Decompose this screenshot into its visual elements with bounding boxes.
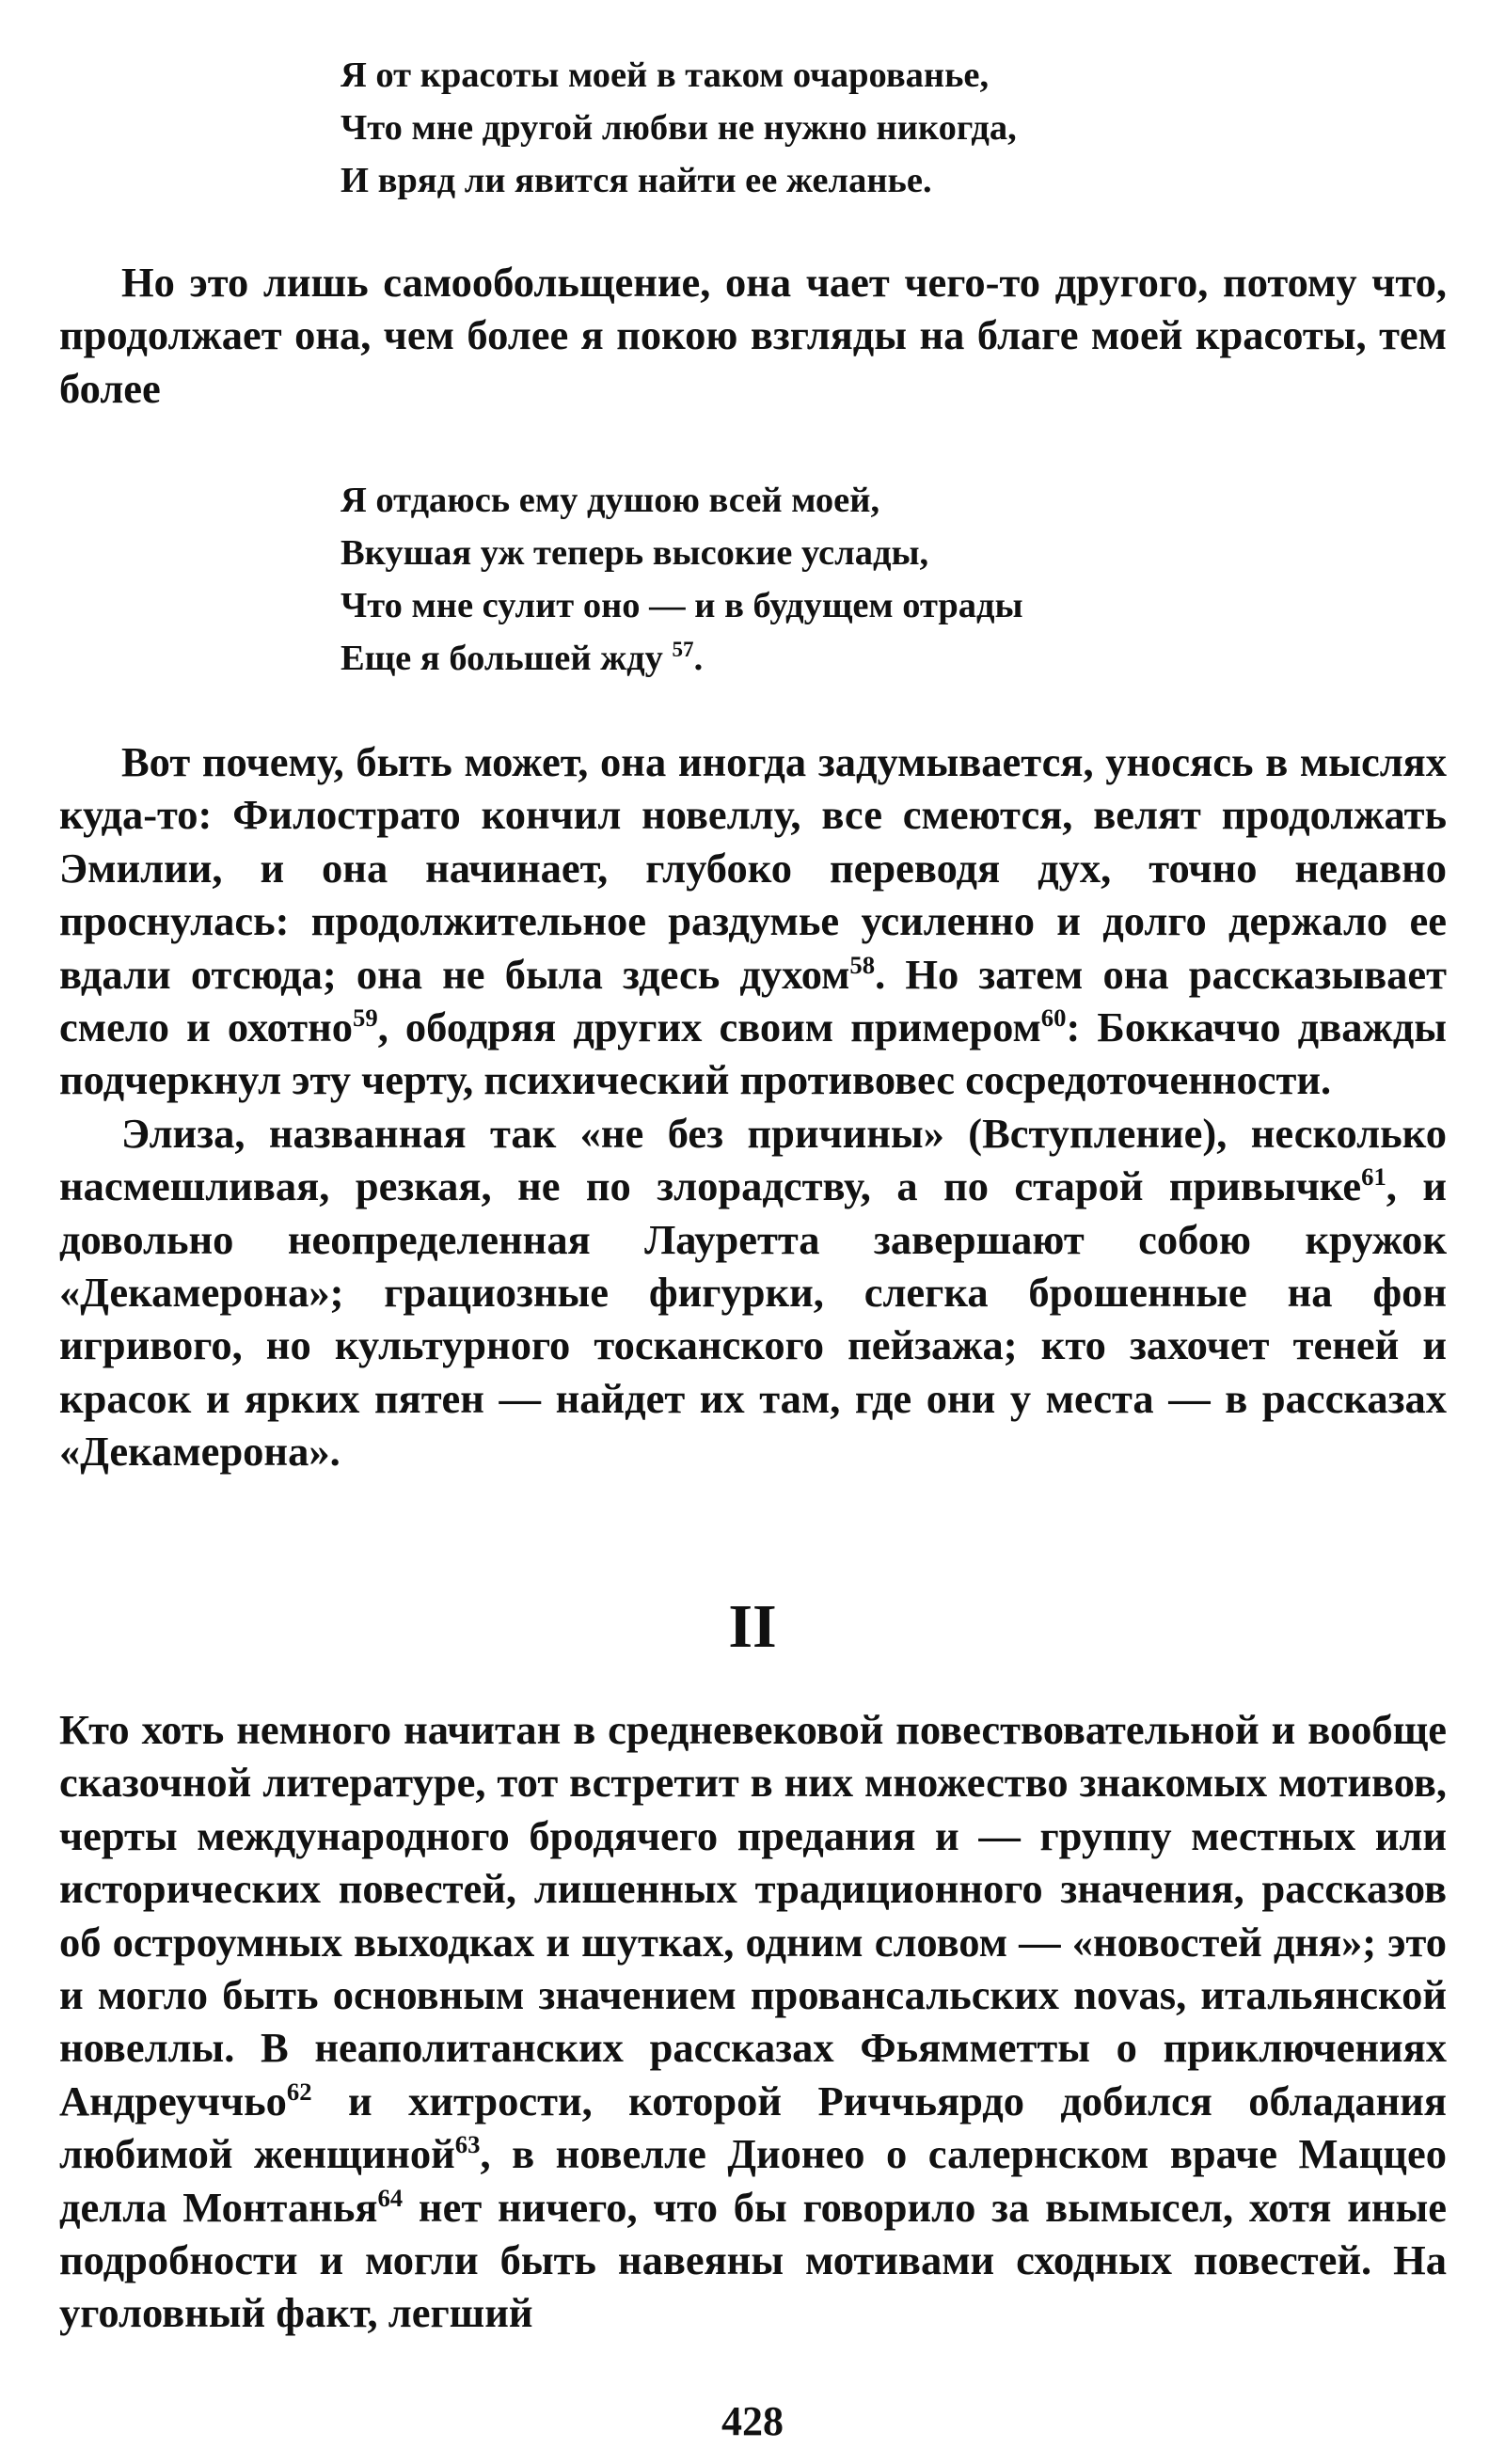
verse-text: Еще я большей жду [341,639,663,678]
verse-line: Я от красоты моей в таком очарованье, [341,55,990,95]
verse-stanza-2 [341,474,1375,685]
footnote-ref-60: 60 [1040,1003,1067,1033]
verse-text: . [693,639,704,678]
footnote-ref-63: 63 [454,2130,481,2159]
paragraph-text: Но это лишь самообольщение, она чает чего-то другого, потому что, продолжает она, чем более я покою взгляды на благе моей красоты, тем более [59,259,1447,412]
verse-line: И вряд ли явится найти ее желанье. [341,161,932,200]
verse-line: Я отдаюсь ему душою всей моей, [341,481,880,520]
paragraph-2: Вот почему, быть может, она иногда задумывается, уносясь в мыслях куда-то: Филострато кончил новеллу, все смеются, велят продолжать Эмилии, и она начинает, глубоко переводя дух, точно недавно проснулась: продолжительное раздумье усиленно и долго держало ее вдали отсюда; она не была здесь духом$^{58}$. Но затем она рассказывает смело и охотно$^{59}$, ободряя других своим примером$^{60}$: Боккаччо дважды подчеркнул эту черту, психический противовес сосредоточенности. [59,738,1447,1104]
section-2-text [59,1703,1447,2340]
footnote-ref-64: 64 [377,2183,404,2212]
footnote-ref-62: 62 [286,2077,312,2107]
main-text-block [59,735,1447,1478]
verse-line: Вкушая уж теперь высокие услады, [341,533,929,573]
verse-line: Что мне другой любви не нужно никогда, [341,108,1017,148]
section-heading: II [728,1592,777,1661]
footnote-ref-61: 61 [1361,1162,1386,1192]
verse-stanza-1 [341,49,1375,207]
paragraph-1 [59,256,1447,415]
paragraph-4: Кто хоть немного начитан в средневековой повествовательной и вообще сказочной литературе, тот встретит в них множество знакомых мотивов, черты международного бродячего предания и — группу местных или исторических повестей, лишенных традиционного значения, рассказов об остроумных выходках и шутках, одним словом — «новостей дня»; это и могло быть основным значением провансальских novas, итальянской новеллы. В неаполитанских рассказах Фьямметты о приключениях Андреуччьо$^{62}$ и хитрости, которой Риччьярдо добился обладания любимой женщиной$^{63}$, в новелле Дионео о салернском враче Маццео делла Монтанья$^{64}$ нет ничего, что бы говорило за вымысел, хотя иные подробности и могли быть навеяны мотивами сходных повестей. На уголовный факт, легший [59,1706,1447,2337]
page-number: 428 [721,2398,784,2444]
footnote-ref-58: 58 [849,950,876,979]
footnote-ref-57: 57 [672,637,694,662]
verse-line-last [341,632,1375,685]
verse-line: Что мне сулит оно — и в будущем отрады [341,586,1023,625]
footnote-ref-59: 59 [353,1003,378,1033]
paragraph-3: Элиза, названная так «не без причины» (Вступление), несколько насмешливая, резкая, не по злорадству, а по старой привычке$^{61}$, и довольно неопределенная Лауретта завершают собою кружок «Декамерона»; грациозные фигурки, слегка брошенные на фон игривого, но культурного тосканского пейзажа; кто захочет теней и красок и ярких пятен — найдет их там, где они у места — в рассказах «Декамерона». [59,1109,1448,1476]
